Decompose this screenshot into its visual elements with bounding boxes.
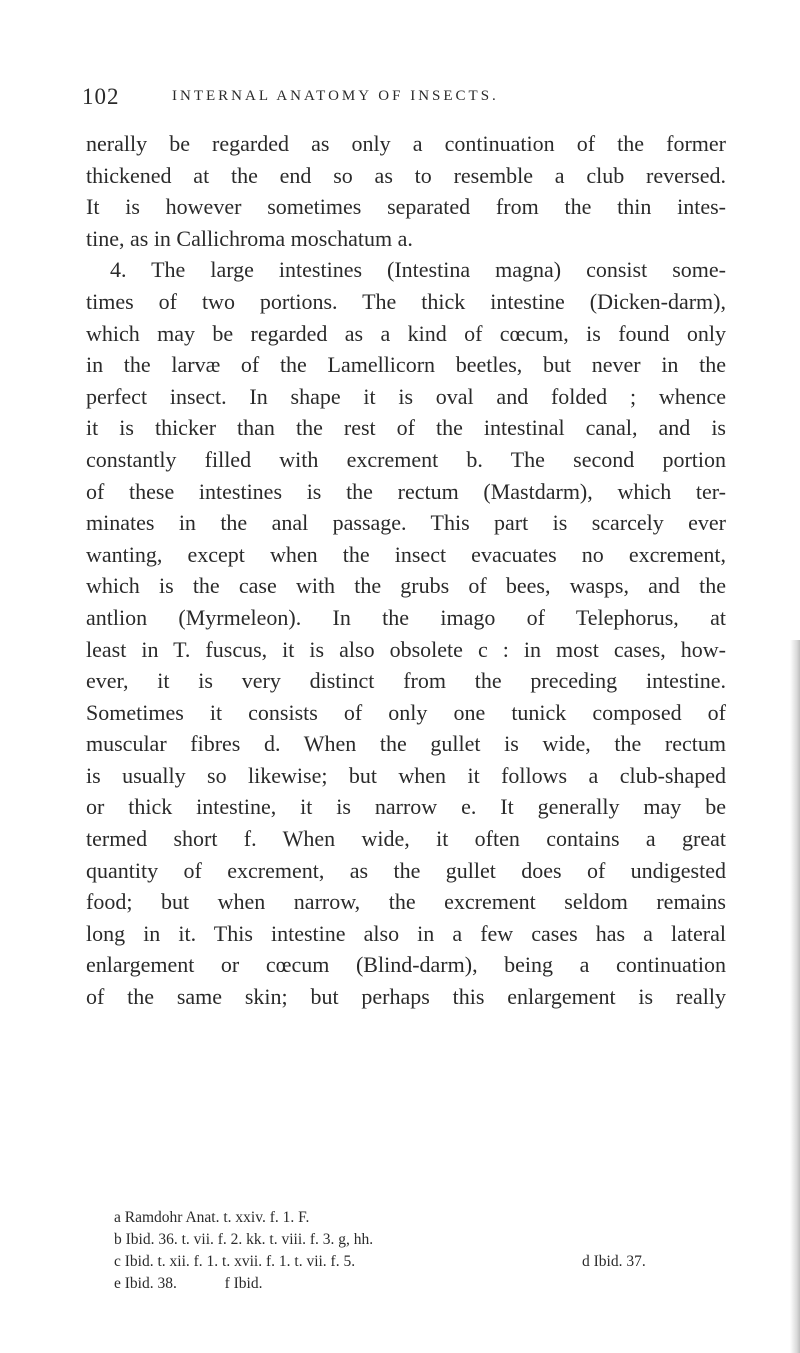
text-line: ever, it is very distinct from the preceding intestine. xyxy=(86,668,726,694)
footnotes xyxy=(114,1207,734,1295)
text-line: 4. The large intestines (Intestina magna) consist some- xyxy=(110,257,726,283)
text-line: of these intestines is the rectum (Mastdarm), which ter- xyxy=(86,478,726,504)
text-line: nerally be regarded as only a continuation of the former xyxy=(86,131,726,156)
footnote-c: c Ibid. t. xii. f. 1. t. xvii. f. 1. t. vii. f. 5. xyxy=(114,1253,356,1270)
text-line: is usually so likewise; but when it follows a club-shaped xyxy=(86,762,726,788)
text-line: in the larvæ of the Lamellicorn beetles, but never in the xyxy=(86,352,726,378)
text-line: of the same skin; but perhaps this enlargement is really xyxy=(86,984,726,1010)
text-line: termed short f. When wide, it often contains a great xyxy=(86,826,726,852)
text-line: enlargement or cœcum (Blind-darm), being a continuation xyxy=(86,952,726,978)
text-line: long in it. This intestine also in a few cases has a lateral xyxy=(86,920,726,946)
text-line: muscular fibres d. When the gullet is wide, the rectum xyxy=(86,731,726,757)
text-line: or thick intestine, it is narrow e. It generally may be xyxy=(86,794,726,820)
text-line: which may be regarded as a kind of cœcum, is found only xyxy=(86,320,726,346)
running-head: INTERNAL ANATOMY OF INSECTS. xyxy=(172,88,499,104)
text-line: perfect insect. In shape it is oval and folded ; whence xyxy=(86,383,726,409)
footnote-e: e Ibid. 38. xyxy=(114,1275,177,1292)
text-line: least in T. fuscus, it is also obsolete c : in most cases, how- xyxy=(86,636,726,662)
text-line: quantity of excrement, as the gullet does of undigested xyxy=(86,857,726,883)
text-line: minates in the anal passage. This part is scarcely ever xyxy=(86,510,726,536)
text-line: times of two portions. The thick intestine (Dicken-darm), xyxy=(86,288,726,314)
text-line: antlion (Myrmeleon). In the imago of Telephorus, at xyxy=(86,604,726,630)
page-header xyxy=(82,84,722,114)
text-line: tine, as in Callichroma moschatum a. xyxy=(86,225,413,251)
text-line: Sometimes it consists of only one tunick composed of xyxy=(86,699,726,725)
footnote-f: f Ibid. xyxy=(224,1275,263,1292)
page-edge-shadow xyxy=(790,640,800,1353)
footnote-b: b Ibid. 36. t. vii. f. 2. kk. t. viii. f. 3. g, hh. xyxy=(114,1231,374,1248)
footnote-d: d Ibid. 37. xyxy=(582,1253,646,1270)
text-line: wanting, except when the insect evacuates no excrement, xyxy=(86,541,726,567)
footnote-a: a Ramdohr Anat. t. xxiv. f. 1. F. xyxy=(114,1209,310,1226)
text-line: which is the case with the grubs of bees, wasps, and the xyxy=(86,573,726,599)
text-line: thickened at the end so as to resemble a club reversed. xyxy=(86,162,726,188)
text-line: constantly filled with excrement b. The second portion xyxy=(86,446,726,472)
text-line: It is however sometimes separated from the thin intes- xyxy=(86,194,726,220)
body-text xyxy=(86,128,726,1013)
text-line: food; but when narrow, the excrement seldom remains xyxy=(86,889,726,915)
text-line: it is thicker than the rest of the intestinal canal, and is xyxy=(86,415,726,441)
page-number: 102 xyxy=(82,84,120,109)
